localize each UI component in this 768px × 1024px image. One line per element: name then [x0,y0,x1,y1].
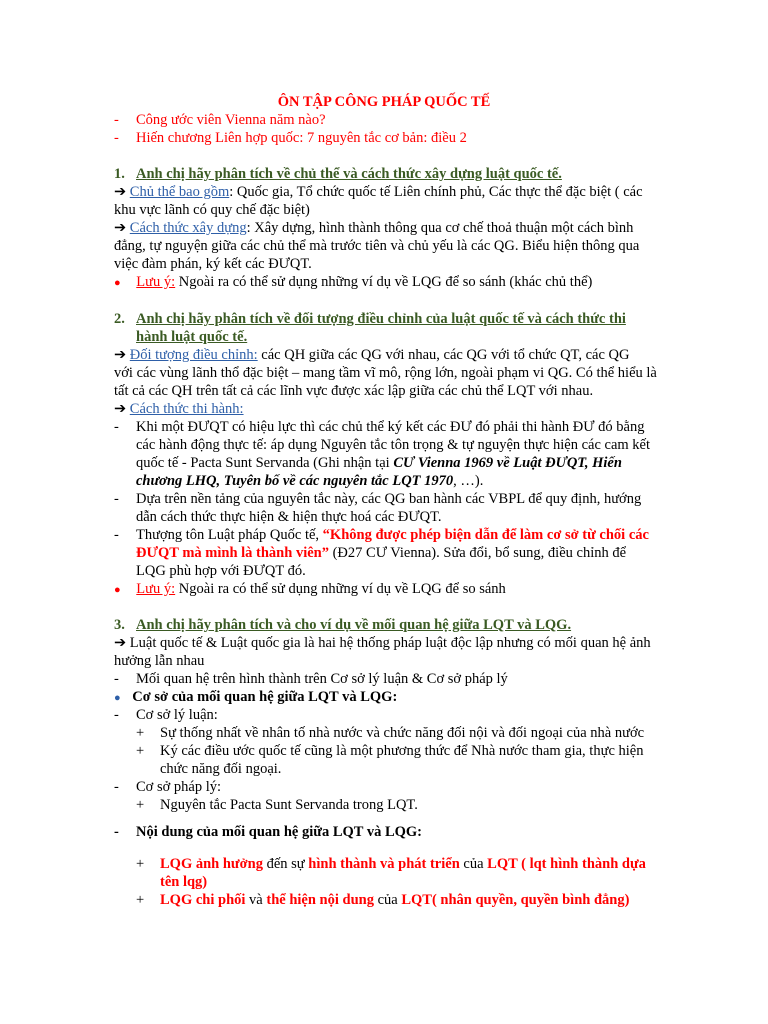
q3-theory-item-1: Sự thống nhất về nhân tố nhà nước và chức năng đối nội và đối ngoại của nhà nước [160,725,645,741]
q3-content-heading: Nội dung của mối quan hệ giữa LQT và LQG: [136,824,423,840]
q2-enforce-label: Cách thức thi hành: [129,401,244,417]
q2-heading: Anh chị hãy phân tích về đối tượng điều chỉnh của luật quốc tế và cách thức thi [136,311,626,327]
arrow-icon: ➔ [114,220,127,236]
dash-bullet: - [114,130,119,146]
dash-bullet: - [114,824,119,840]
dash-bullet: - [114,112,119,128]
q2-note-label: Lưu ý: [136,581,176,597]
q2-object-label: Đối tượng điều chỉnh: [129,347,258,363]
intro-question-2: Hiến chương Liên hợp quốc: 7 nguyên tắc cơ bản: điều 2 [136,130,467,146]
q1-method-text-cont: việc đàm phán, ký kết các ĐƯQT. [114,256,312,272]
q2-item1-cont: , …). [453,473,484,489]
arrow-icon: ➔ [114,184,127,200]
q1-method-text-cont: đẳng, tự nguyện giữa các chủ thể mà trước tiên và chủ yếu là các QG. Biểu hiện thông qua [114,238,640,254]
q2-item3-cont: LQG phù hợp với ĐƯQT đó. [136,563,306,579]
q3-theory-item-2: Ký các điều ước quốc tế cũng là một phương thức để Nhà nước tham gia, thực hiện [160,743,644,759]
bullet-dot-icon: ● [114,692,121,704]
q1-method-label: Cách thức xây dựng [129,220,247,236]
q1-heading: Anh chị hãy phân tích về chủ thể và cách thức xây dựng luật quốc tế. [136,166,562,182]
q2-number: 2. [114,311,125,327]
q3-number: 3. [114,617,125,633]
q2-item3-quote: ĐƯQT mà mình là thành viên” [136,545,329,561]
q3-intro: Luật quốc tế & Luật quốc gia là hai hệ thống pháp luật độc lập nhưng có mối quan hệ ảnh [126,635,651,651]
bullet-dot-icon: ● [114,277,121,289]
q3-content-2e: LQT( nhân quyền, quyền bình đẳng) [401,892,630,908]
dash-bullet: - [114,779,119,795]
q3-basis-heading: Cơ sở của mối quan hệ giữa LQT và LQG: [132,689,398,705]
q2-item3-cont: (Đ27 CƯ Vienna). Sửa đổi, bổ sung, điều chỉnh để [328,545,627,561]
q1-subject-text: : Quốc gia, Tổ chức quốc tế Liên chính phủ, Các thực thể đặc biệt ( các [229,184,643,200]
q3-content-1f: tên lqg) [160,874,208,890]
q2-item1: Khi một ĐƯQT có hiệu lực thì các chủ thể ký kết các ĐƯ đó phải thi hành ĐƯ đó bằng [136,419,645,435]
q3-content-1b: đến sự [262,856,309,872]
dash-bullet: - [114,527,119,543]
q3-legal-item-1: Nguyên tắc Pacta Sunt Servanda trong LQT. [160,797,418,813]
bullet-dot-icon: ● [114,584,121,596]
plus-bullet: + [136,856,145,872]
q2-heading-cont: hành luật quốc tế. [136,329,248,345]
q1-number: 1. [114,166,125,182]
q3-content-2c: thể hiện nội dung [266,892,374,908]
arrow-icon: ➔ [114,401,127,417]
q3-content-1e: LQT ( lqt hình thành dựa [487,856,646,872]
arrow-icon: ➔ [114,635,127,651]
intro-question-1: Công ước viên Vienna năm nào? [136,112,326,128]
q3-legal: Cơ sở pháp lý: [136,779,222,795]
q2-object-text: các QH giữa các QG với nhau, các QG với tổ chức QT, các QG [257,347,630,363]
q3-theory: Cơ sở lý luận: [136,707,218,723]
q2-item1-emphasis: CƯ Vienna 1969 về Luật ĐƯQT, Hiến [393,455,622,471]
q3-content-2d: của [373,892,402,908]
arrow-icon: ➔ [114,347,127,363]
q2-item1-emphasis: chương LHQ, Tuyên bố về các nguyên tắc LQT 1970 [136,473,454,489]
dash-bullet: - [114,419,119,435]
q2-item2: Dựa trên nền tảng của nguyên tắc này, các QG ban hành các VBPL để quy định, hướng [136,491,642,507]
q2-item1-cont: quốc tế - Pacta Sunt Servanda (Ghi nhận tại [136,455,394,471]
plus-bullet: + [136,725,145,741]
q2-note-text: Ngoài ra có thể sử dụng những ví dụ về LQG để so sánh [175,581,506,597]
plus-bullet: + [136,892,145,908]
q1-subject-label: Chủ thể bao gồm [129,184,230,200]
q3-theory-item-2-cont: chức năng đối ngoại. [160,761,282,777]
dash-bullet: - [114,707,119,723]
q3-content-1d: của [459,856,488,872]
q3-intro-cont: hưởng lẫn nhau [114,653,205,669]
q2-item3: Thượng tôn Luật pháp Quốc tế, [136,527,323,543]
dash-bullet: - [114,671,119,687]
q3-content-1c: hình thành và phát triển [308,856,460,872]
page-title: ÔN TẬP CÔNG PHÁP QUỐC TẾ [277,94,491,110]
q3-heading: Anh chị hãy phân tích và cho ví dụ về mối quan hệ giữa LQT và LQG. [136,617,572,633]
q3-relation: Mối quan hệ trên hình thành trên Cơ sở lý luận & Cơ sở pháp lý [136,671,508,687]
q1-method-text: : Xây dựng, hình thành thông qua cơ chế thoả thuận một cách bình [246,220,634,236]
q1-subject-text-cont: khu vực lãnh có quy chế đặc biệt) [114,202,310,218]
q3-content-2b: và [245,892,267,908]
q2-item2-cont: dẫn cách thức thực hiện & hiện thực hoá các ĐƯQT. [136,509,442,525]
q2-item1-cont: các hành động thực tế: áp dụng Nguyên tắc tôn trọng & tự nguyện thực hiện các cam kết [136,437,650,453]
plus-bullet: + [136,743,145,759]
q2-object-text-cont: tất cả các QH trên tất cả các lĩnh vực được xác lập giữa các chủ thể LQT với nhau. [114,383,594,399]
q3-content-2a: LQG chi phối [160,892,246,908]
q1-note-text: Ngoài ra có thể sử dụng những ví dụ về LQG để so sánh (khác chủ thể) [175,274,593,290]
plus-bullet: + [136,797,145,813]
q2-item3-quote: “Không được phép biện dẫn để làm cơ sở từ chối các [322,527,649,543]
q3-content-1a: LQG ảnh hưởng [160,856,263,872]
q1-note-label: Lưu ý: [136,274,176,290]
dash-bullet: - [114,491,119,507]
q2-object-text-cont: với các vùng lãnh thổ đặc biệt – mang tầm vĩ mô, rộng lớn, ngoài phạm vi QG. Có thể hiểu là [114,365,657,381]
